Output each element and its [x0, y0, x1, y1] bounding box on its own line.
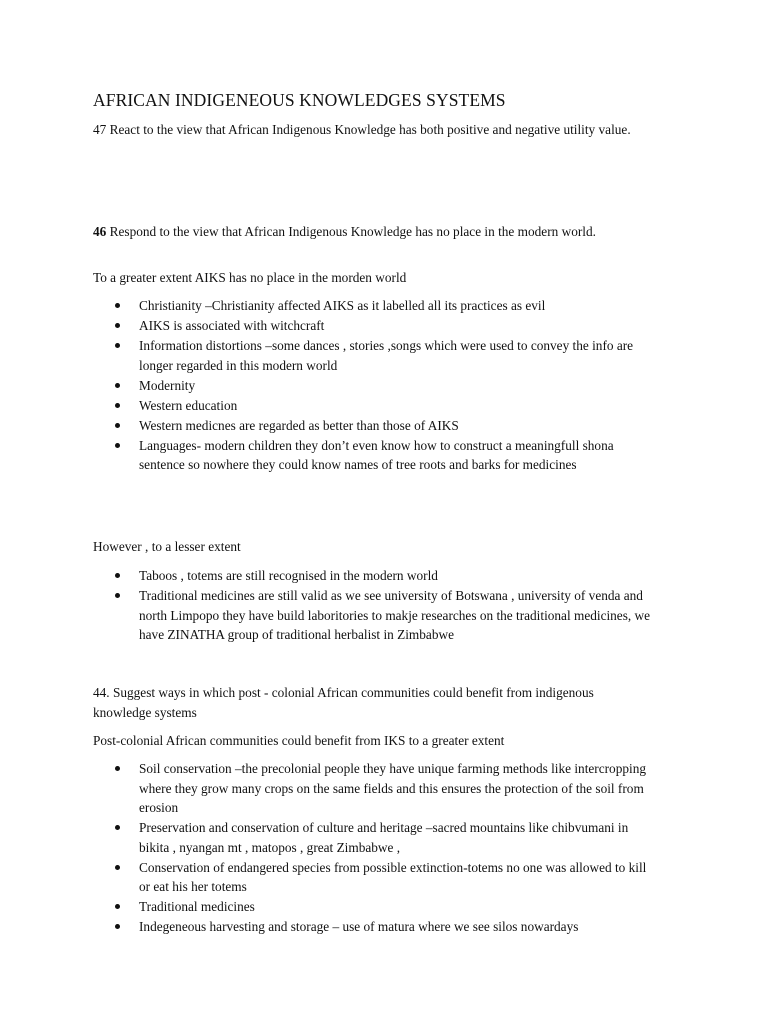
list-item-text: Western medicnes are regarded as better than those of AIKS [139, 417, 459, 433]
list-item [93, 586, 653, 645]
bullet-icon [115, 904, 120, 909]
list-item-text: Western education [139, 397, 238, 413]
bullet-icon [115, 593, 120, 598]
list-item [93, 396, 653, 416]
list-item [93, 897, 653, 917]
list-item-text: Information distortions –some dances , stories ,songs which were used to convey the info are longer regarded in this modern world [139, 338, 634, 373]
document-title: AFRICAN INDIGENEOUS KNOWLEDGES SYSTEMS [93, 90, 506, 110]
list-item [93, 376, 653, 396]
list-item [93, 316, 653, 336]
bullet-icon [115, 573, 120, 578]
list-item-text: Conservation of endangered species from possible extinction-totems no one was allowed to kill or eat his her totems [139, 859, 647, 894]
benefit-intro: Post-colonial African communities could benefit from IKS to a greater extent [93, 733, 505, 748]
list-item [93, 759, 653, 818]
bullet-icon [115, 924, 120, 929]
bullet-icon [115, 865, 120, 870]
list-item-text: Modernity [139, 377, 196, 393]
list-item [93, 416, 653, 436]
bullet-icon [115, 766, 120, 771]
bullet-icon [115, 343, 120, 348]
list-item [93, 818, 653, 857]
list-item-text: Indegeneous harvesting and storage – use of matura where we see silos nowardays [139, 919, 579, 934]
list-item-text: AIKS is associated with witchcraft [139, 318, 325, 333]
bullet-icon [115, 825, 120, 830]
list-item-text: Taboos , totems are still recognised in the modern world [139, 568, 438, 583]
list-item-text: Soil conservation –the precolonial people they have unique farming methods like intercropping where they grow many crops on the same fields and this ensures the protection of the soil from erosion [139, 761, 646, 815]
bullet-icon [115, 323, 120, 328]
list-item [93, 336, 653, 375]
question-47: 47 React to the view that African Indigenous Knowledge has both positive and negative utility value. [93, 122, 631, 137]
list-item-text: Traditional medicines are still valid as we see university of Botswana , university of venda and north Limpopo they have build laboritories to makje researches on the traditional medicines, we have ZINATHA group of traditional herbalist in Zimbabwe [139, 588, 651, 642]
lesser-extent-intro: However , to a lesser extent [93, 539, 241, 554]
question-44: 44. Suggest ways in which post - colonial African communities could benefit from indigenous knowledge systems [93, 685, 594, 720]
greater-extent-intro: To a greater extent AIKS has no place in the morden world [93, 270, 407, 285]
bullet-icon [115, 423, 120, 428]
list-item [93, 436, 653, 475]
list-item [93, 858, 653, 897]
benefit-list [93, 759, 653, 937]
bullet-icon [115, 303, 120, 308]
list-item-text: Christianity –Christianity affected AIKS as it labelled all its practices as evil [139, 298, 546, 313]
list-item-text: Languages- modern children they don’t even know how to construct a meaningfull shona sentence so nowhere they could know names of tree roots and barks for medicines [139, 437, 614, 472]
list-item [93, 296, 653, 316]
list-item-text: Preservation and conservation of culture and heritage –sacred mountains like chibvumani in bikita , nyangan mt , matopos , great Zimbabwe , [139, 820, 629, 855]
question-46-number: 46 [93, 224, 107, 239]
question-46 [93, 222, 675, 242]
bullet-icon [115, 383, 120, 388]
bullet-icon [115, 403, 120, 408]
list-item [93, 917, 653, 937]
greater-extent-list [93, 296, 653, 475]
question-46-text: Respond to the view that African Indigenous Knowledge has no place in the modern world. [106, 224, 596, 239]
list-item [93, 566, 653, 586]
bullet-icon [115, 443, 120, 448]
list-item-text: Traditional medicines [139, 899, 255, 914]
lesser-extent-list [93, 566, 653, 645]
